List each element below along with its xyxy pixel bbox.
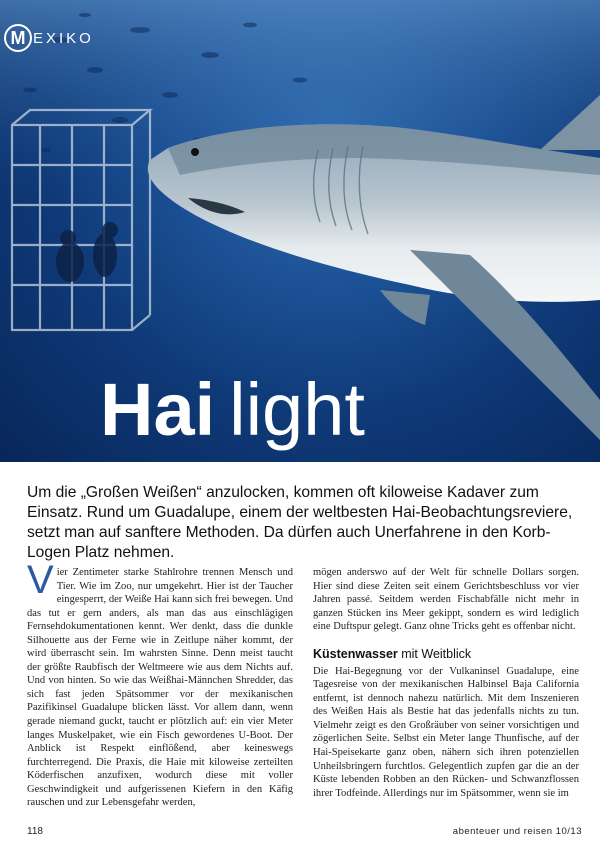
body-text-col2-p2: Die Hai-Begegnung vor der Vulkaninsel Guadalupe, eine Tagesreise von der mexikanischen Halbinsel Baja California entfernt, ist dennoch nahezu natürlich. Mit dem Inszenieren des Weißen Hais als Bestie hat das jedenfalls nichts zu tun. Vielmehr zeigt es den Großräuber von seiner vorsichtigen und zögerlichen Seite. Selbst ein Meter lange Thunfische, auf der Hai-Speisekarte ganz oben, nähern sich ihren potenziellen Unheilsbringern furchtlos. Gelegentlich zupfen gar die an der Küste lebenden Robben an den Rücken- und Schwanzflossen ihrer Todfeinde. Allerdings nur im Spätsommer, wenn sie im: [313, 665, 579, 799]
section-label: [4, 24, 94, 52]
section-initial: M: [4, 24, 32, 52]
title-light: light: [229, 368, 365, 451]
subheading: [313, 647, 579, 662]
section-name: EXIKO: [33, 29, 94, 47]
page-number: 118: [27, 826, 43, 837]
subheading-bold: Küstenwasser: [313, 646, 398, 661]
body-text-col2-p1: mögen anderswo auf der Welt für schnelle Dollars sorgen. Hier sind diese Zeiten seit einem Gerichtsbeschluss vor vier Jahren passé. Seitdem werden Fischabfälle nicht mehr in ganzen Stücken ins Meer gekippt, sondern es wird lediglich eine Duftspur gelegt. Ganz ohne Tricks geht es offenbar nicht.: [313, 567, 579, 633]
title-bold: Hai: [100, 368, 216, 451]
divers: [56, 222, 118, 282]
subheading-rest: mit Weitblick: [397, 646, 472, 661]
body-column-1: [27, 558, 293, 810]
drop-cap: V: [27, 558, 54, 602]
body-column-2: [313, 566, 579, 800]
article-title: [100, 370, 365, 450]
body-text-col1: ier Zentimeter starke Stahlrohre trennen Mensch und Tier. Wie im Zoo, nur umgekehrt. Hier ist der Taucher eingesperrt, der Weiße Hai kann sich frei bewegen. Und das tut er gern anders, als man das aus einschlägigen Fernsehdokumentationen kennt. Wer denkt, dass die dunkle Silhouette aus der Ferne wie in Zeitlupe näher kommt, der wird überrascht sein. Im wahrsten Sinne. Denn meist taucht der größte Raubfisch der Weltmeere wie aus dem Nichts auf. Und von hinten. So wie das Weißhai-Männchen Shredder, das sich fast jeden Spätsommer vor der mexikanischen Pazifikinsel Guadalupe blicken lässt. Vor allem dann, wenn gerade niemand guckt, taucht er plötzlich auf: ein vier Meter langes Muskelpaket, wie ein Fisch gewordenes U-Boot. Der Anblick ist Respekt einflößend, aber keineswegs furchterregend. Die Praxis, die Haie mit kiloweise zerteilten Köderfischen anzufixen, wodurch diese mit voller Geschwindigkeit und aufgerissenen Kiefern in den Käfig rauschen und zur Lebensgefahr werden,: [27, 567, 293, 809]
lead-paragraph: Um die „Großen Weißen“ anzulocken, kommen oft kiloweise Kadaver zum Einsatz. Rund um Guadalupe, einem der weltbesten Hai-Beobachtungsreviere, setzt man auf sanftere Methoden. Da dürfen auch Unerfahrene in den Korb-Logen Platz nehmen.: [27, 484, 573, 561]
magazine-footer: abenteuer und reisen 10/13: [452, 826, 582, 837]
